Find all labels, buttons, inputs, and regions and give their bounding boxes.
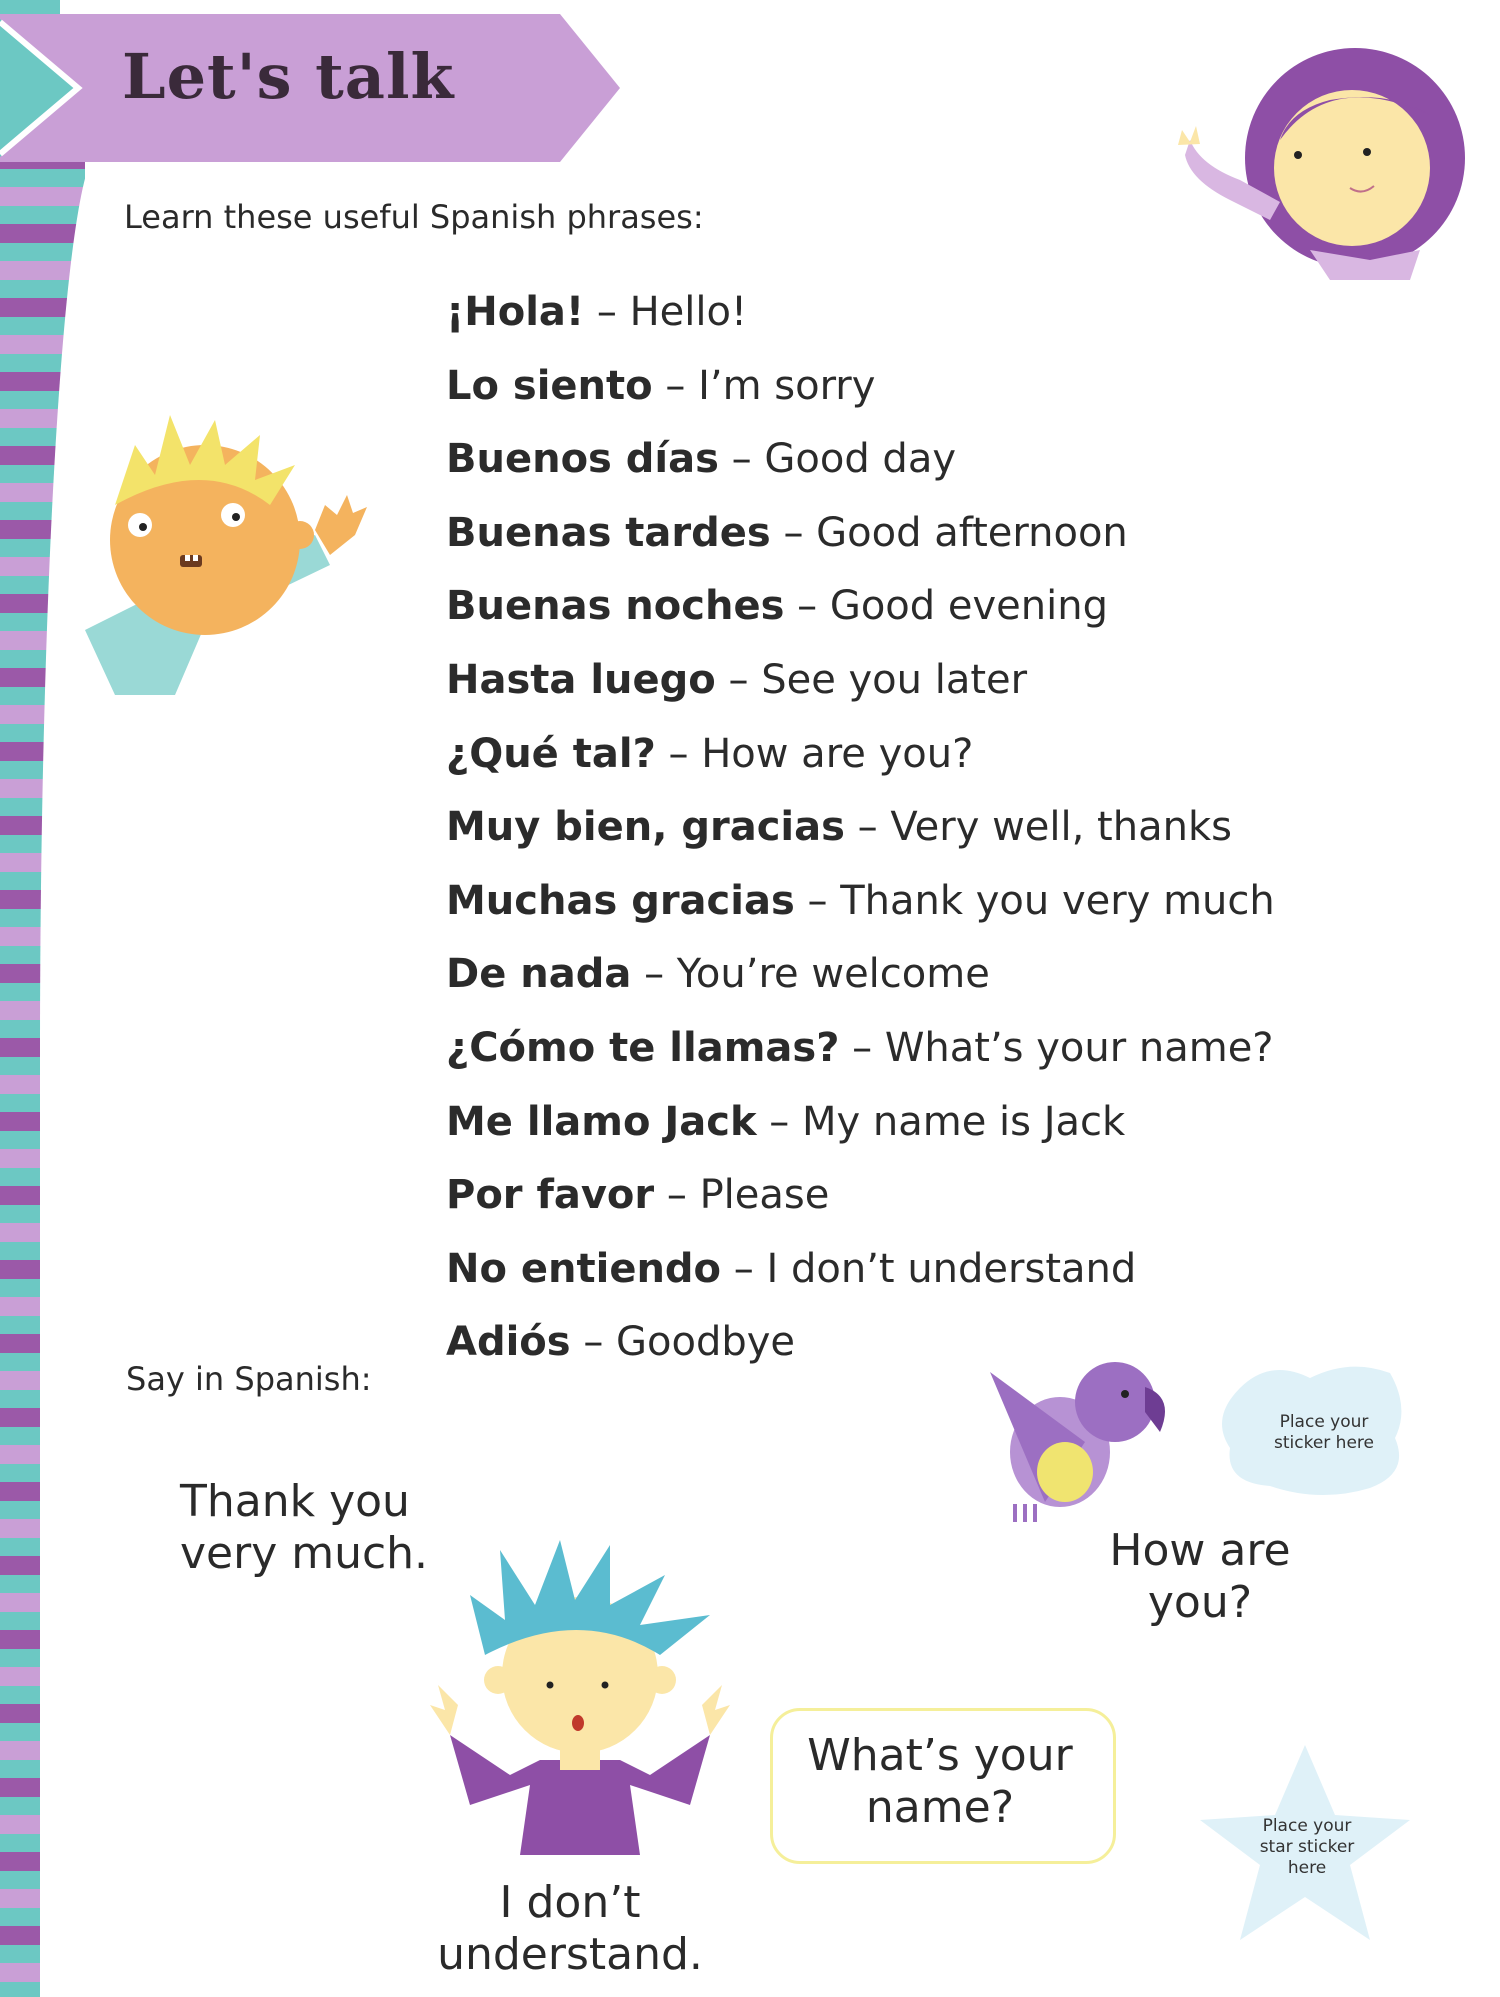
phrase-item: Buenas noches – Good evening: [446, 583, 1108, 630]
phrase-item: Muchas gracias – Thank you very much: [446, 877, 1275, 924]
english-translation: What’s your name?: [884, 1024, 1274, 1071]
prompt-thank-you: Thank you very much.: [180, 1476, 429, 1579]
english-translation: I’m sorry: [698, 362, 876, 409]
phrase-item: Por favor – Please: [446, 1172, 830, 1219]
english-translation: I don’t understand: [766, 1245, 1137, 1292]
page-title: Let's talk: [122, 40, 455, 113]
phrase-list: [446, 276, 1275, 1380]
phrase-item: No entiendo – I don’t understand: [446, 1245, 1137, 1292]
spanish-phrase: No entiendo: [446, 1245, 722, 1292]
phrase-item: Buenos días – Good day: [446, 436, 956, 483]
prompt-whats-your-name: What’s your name?: [807, 1730, 1073, 1833]
spanish-phrase: Buenas noches: [446, 583, 785, 630]
parrot-illustration: [985, 1352, 1185, 1532]
english-translation: Good evening: [829, 583, 1108, 630]
phrase-item: Buenas tardes – Good afternoon: [446, 509, 1128, 556]
phrase-item: Adiós – Goodbye: [446, 1319, 796, 1366]
intro-text: Learn these useful Spanish phrases:: [124, 198, 704, 236]
spanish-phrase: Buenas tardes: [446, 509, 771, 556]
spanish-phrase: De nada: [446, 951, 632, 998]
parrot-eye-icon: [1121, 1390, 1129, 1398]
say-in-spanish-heading: Say in Spanish:: [126, 1360, 372, 1398]
english-translation: Thank you very much: [840, 877, 1275, 924]
phrase-item: ¿Qué tal? – How are you?: [446, 730, 974, 777]
phrase-item: Hasta luego – See you later: [446, 656, 1028, 703]
english-translation: Good day: [764, 436, 956, 483]
phrase-item: Lo siento – I’m sorry: [446, 362, 876, 409]
english-translation: Very well, thanks: [890, 804, 1232, 851]
girl-illustration: [1130, 30, 1490, 290]
english-translation: Please: [699, 1172, 830, 1219]
boy-eye-icon: [139, 523, 147, 531]
spanish-phrase: ¡Hola!: [446, 289, 585, 335]
english-translation: My name is Jack: [801, 1098, 1126, 1145]
spanish-phrase: ¿Qué tal?: [446, 730, 656, 777]
spanish-phrase: Por favor: [446, 1172, 655, 1219]
english-translation: Goodbye: [616, 1319, 796, 1366]
english-translation: Good afternoon: [816, 509, 1128, 556]
phrase-item: ¡Hola! – Hello!: [446, 289, 748, 335]
star-sticker-label: Place your star sticker here: [1259, 1816, 1355, 1878]
spanish-phrase: Hasta luego: [446, 656, 716, 703]
spanish-phrase: Lo siento: [446, 362, 653, 409]
confused-boy-illustration: [390, 1535, 770, 1865]
phrase-item: Muy bien, gracias – Very well, thanks: [446, 804, 1232, 851]
spanish-phrase: ¿Cómo te llamas?: [446, 1024, 840, 1071]
phrase-item: De nada – You’re welcome: [446, 951, 990, 998]
english-translation: Hello!: [629, 289, 748, 335]
english-translation: You’re welcome: [676, 951, 990, 998]
waving-boy-illustration: [55, 395, 425, 705]
phrase-item: ¿Cómo te llamas? – What’s your name?: [446, 1024, 1274, 1071]
phrase-item: Me llamo Jack – My name is Jack: [446, 1098, 1126, 1145]
english-translation: How are you?: [701, 730, 974, 777]
english-translation: See you later: [761, 656, 1028, 703]
spanish-phrase: Muchas gracias: [446, 877, 795, 924]
spanish-phrase: Me llamo Jack: [446, 1098, 757, 1145]
spanish-phrase: Adiós: [446, 1319, 571, 1366]
cloud-sticker-label: Place your sticker here: [1274, 1412, 1374, 1453]
spanish-phrase: Buenos días: [446, 436, 719, 483]
girl-eye-icon: [1294, 151, 1302, 159]
prompt-how-are-you: How are you?: [1109, 1525, 1291, 1628]
confused-boy-eye-icon: [547, 1682, 554, 1689]
spanish-phrase: Muy bien, gracias: [446, 804, 845, 851]
prompt-dont-understand: I don’t understand.: [437, 1877, 703, 1980]
